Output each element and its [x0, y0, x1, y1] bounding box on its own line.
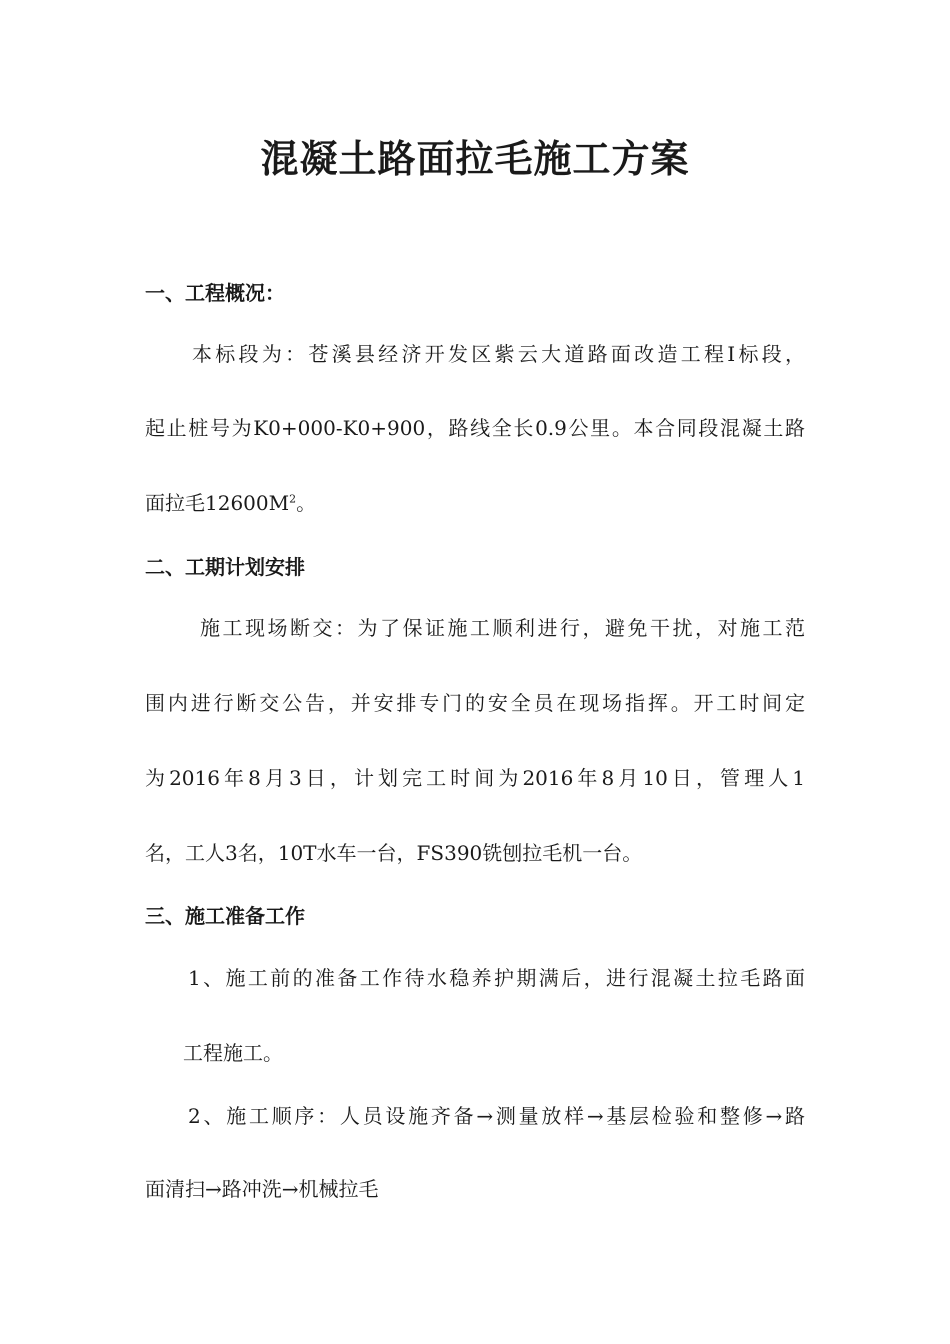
paragraph-line: 本标段为：苍溪县经济开发区紫云大道路面改造工程Ⅰ标段，	[192, 342, 805, 366]
paragraph-line: 面清扫→路冲洗→机械拉毛	[145, 1177, 379, 1201]
paragraph-line: 起止桩号为K0+000-K0+900，路线全长0.9公里。本合同段混凝土路	[145, 416, 805, 440]
document-title: 混凝土路面拉毛施工方案	[260, 137, 690, 181]
section-heading-overview: 一、工程概况：	[145, 281, 285, 305]
paragraph-line	[145, 487, 316, 516]
paragraph-line: 为2016年8月3日，计划完工时间为2016年8月10日，管理人1	[145, 766, 805, 790]
paragraph-line: 1、施工前的准备工作待水稳养护期满后，进行混凝土拉毛路面	[188, 966, 805, 990]
paragraph-text: 。	[296, 491, 317, 515]
paragraph-text: 面拉毛12600M	[145, 491, 290, 515]
superscript: 2	[289, 492, 297, 506]
paragraph-line: 施工现场断交：为了保证施工顺利进行，避免干扰，对施工范	[200, 616, 805, 640]
paragraph-line: 围内进行断交公告，并安排专门的安全员在现场指挥。开工时间定	[145, 691, 805, 715]
paragraph-line: 名，工人3名，10T水车一台，FS390铣刨拉毛机一台。	[145, 841, 643, 865]
section-heading-preparation: 三、施工准备工作	[145, 904, 305, 928]
paragraph-line: 2、施工顺序：人员设施齐备→测量放样→基层检验和整修→路	[188, 1104, 805, 1128]
paragraph-line: 工程施工。	[183, 1041, 283, 1065]
section-heading-schedule: 二、工期计划安排	[145, 555, 305, 579]
